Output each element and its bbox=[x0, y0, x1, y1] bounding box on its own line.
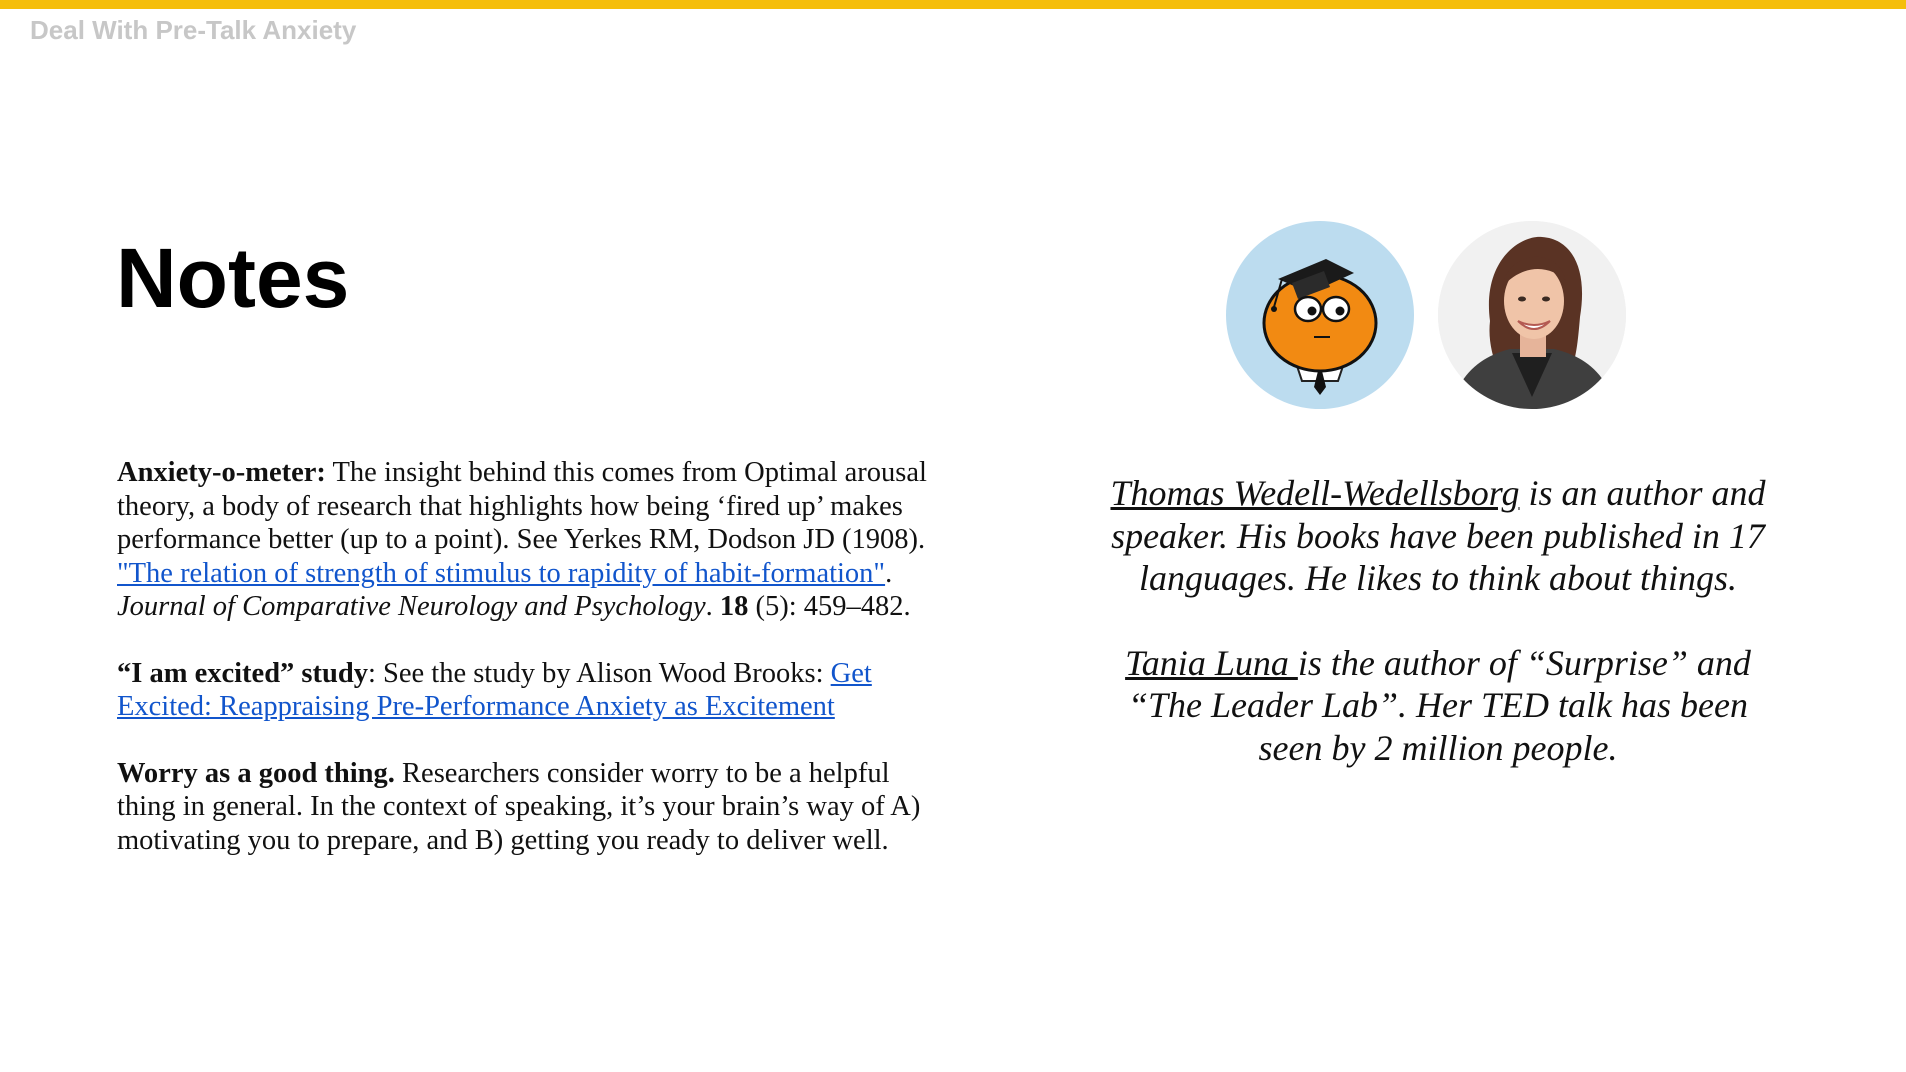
note-heading: Anxiety-o-meter: bbox=[117, 457, 326, 488]
bio-thomas bbox=[1100, 472, 1776, 600]
author-name: Tania Luna bbox=[1125, 642, 1298, 683]
notes-column bbox=[117, 456, 952, 890]
note-heading: Worry as a good thing. bbox=[117, 757, 395, 789]
journal-volume: 18 bbox=[719, 591, 749, 622]
get-excited-study-link[interactable]: Get Excited: Reappraising Pre-Performance Anxiety as Excitement bbox=[117, 657, 872, 722]
note-text: . bbox=[705, 591, 720, 622]
note-worry bbox=[117, 757, 952, 858]
deck-title: Deal With Pre-Talk Anxiety bbox=[30, 15, 357, 45]
note-text: . bbox=[885, 557, 893, 589]
author-bios bbox=[1100, 472, 1776, 811]
page-title: Notes bbox=[116, 231, 350, 325]
note-text: Researchers consider worry to be a helpful thing in general. In the context of speaking, it’s your brain’s way of A) motivating you to prepare, and B) getting you ready to deliver well. bbox=[117, 757, 921, 856]
note-text: The insight behind this comes from Optimal arousal theory, a body of research that highlights how being ‘fired up’ makes performance better (up to a point). See Yerkes RM, Dodson JD (1908). bbox=[117, 457, 927, 555]
author-name: Thomas Wedell-Wedellsborg bbox=[1110, 473, 1520, 513]
note-text: (5): 459–482. bbox=[748, 591, 911, 622]
journal-name: Journal of Comparative Neurology and Psychology bbox=[117, 591, 706, 622]
note-excited-study bbox=[117, 657, 952, 724]
note-text: : See the study by Alison Wood Brooks: bbox=[367, 657, 831, 689]
cartoon-orange-graduate-icon bbox=[1226, 221, 1414, 409]
note-anxiety-o-meter bbox=[117, 456, 952, 624]
bio-tania bbox=[1100, 642, 1776, 770]
accent-bar bbox=[0, 0, 1906, 9]
note-heading: “I am excited” study bbox=[117, 657, 368, 689]
bio-text: is the author of “Surprise” and “The Leader Lab”. Her TED talk has been seen by 2 million people. bbox=[1128, 642, 1751, 768]
bio-text: is an author and speaker. His books have been published in 17 languages. He likes to think about things. bbox=[1111, 473, 1766, 598]
yerkes-dodson-link[interactable]: "The relation of strength of stimulus to rapidity of habit-formation" bbox=[117, 557, 886, 589]
woman-portrait-photo bbox=[1438, 221, 1626, 409]
